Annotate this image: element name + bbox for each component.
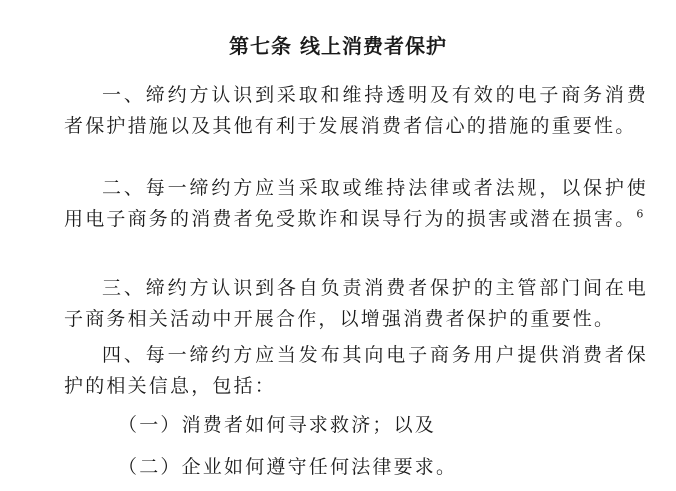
paragraph-3-text: 三、缔约方认识到各自负责消费者保护的主管部门间在电子商务相关活动中开展合作，以增强消费者保护的重要性。 (64, 277, 648, 330)
paragraph-4 (64, 340, 648, 402)
footnote-marker: 6 (636, 207, 646, 221)
subitem-2: （二）企业如何遵守任何法律要求。 (118, 456, 458, 478)
paragraph-2 (64, 173, 648, 235)
paragraph-1 (64, 80, 648, 142)
subitem-1: （一）消费者如何寻求救济；以及 (118, 414, 437, 436)
paragraph-4-text: 四、每一缔约方应当发布其向电子商务用户提供消费者保护的相关信息，包括： (64, 344, 648, 397)
article-title: 第七条 线上消费者保护 (229, 34, 447, 58)
paragraph-1-text: 一、缔约方认识到采取和维持透明及有效的电子商务消费者保护措施以及其他有利于发展消费者信心的措施的重要性。 (64, 84, 648, 137)
paragraph-3 (64, 273, 648, 335)
paragraph-2-text: 二、每一缔约方应当采取或维持法律或者法规，以保护使用电子商务的消费者免受欺诈和误导行为的损害或潜在损害。 (64, 177, 648, 230)
